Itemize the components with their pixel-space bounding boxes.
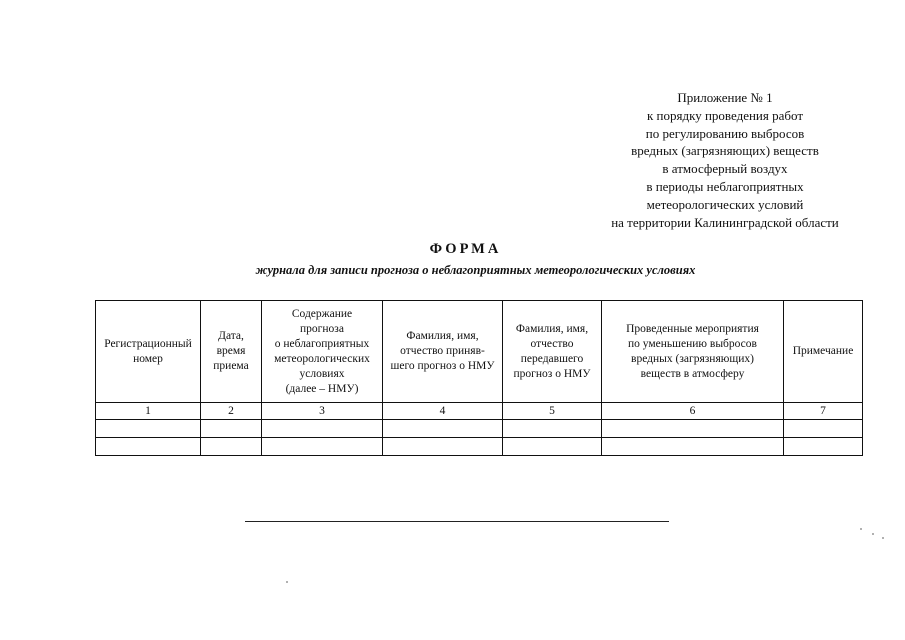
header-line: приема [213, 360, 249, 372]
form-subtitle: журнала для записи прогноза о неблагоприятных метеорологических условиях [255, 263, 696, 277]
header-line: Дата, [218, 330, 244, 342]
header-line: Содержание [291, 307, 353, 320]
header-line: номер [133, 352, 163, 365]
header-line: вредных (загрязняющих) [631, 352, 754, 365]
header-cell-sender-name [503, 301, 602, 403]
bottom-rule-divider [245, 521, 669, 522]
appendix-block [560, 89, 890, 231]
header-line: веществ в атмосферу [640, 367, 745, 380]
empty-cell [262, 438, 383, 456]
header-cell-note [784, 301, 863, 403]
empty-cell [201, 420, 262, 438]
column-number-row [96, 403, 863, 420]
empty-cell [602, 438, 784, 456]
empty-cell [262, 420, 383, 438]
empty-cell [96, 438, 201, 456]
appendix-line: вредных (загрязняющих) веществ [631, 143, 819, 159]
header-line: передавшего [520, 352, 584, 365]
header-row [96, 301, 863, 403]
header-line: (далее – НМУ) [285, 382, 359, 395]
empty-cell [96, 420, 201, 438]
header-cell-forecast-content [262, 301, 383, 403]
header-line: отчество [530, 337, 574, 350]
scan-speck [882, 537, 884, 539]
column-number: 6 [602, 403, 784, 420]
scan-speck [872, 533, 874, 535]
header-line: Проведенные мероприятия [626, 322, 759, 335]
appendix-line: в периоды неблагоприятных [646, 178, 804, 194]
scan-speck [286, 581, 288, 583]
header-line: о неблагоприятных [274, 337, 370, 350]
empty-cell [383, 420, 503, 438]
header-line: Фамилия, имя, [515, 322, 589, 335]
appendix-line: Приложение № 1 [677, 90, 773, 105]
empty-cell [201, 438, 262, 456]
appendix-line: метеорологических условий [646, 196, 804, 212]
header-line: прогноз о НМУ [513, 367, 591, 380]
empty-cell [503, 420, 602, 438]
header-line: отчество приняв- [400, 345, 485, 357]
column-number: 1 [96, 403, 201, 420]
empty-cell [784, 420, 863, 438]
empty-table-row [96, 420, 863, 438]
form-title: ФОРМА [429, 241, 502, 257]
appendix-line: к порядку проведения работ [646, 107, 804, 123]
journal-table [95, 300, 863, 456]
column-number: 2 [201, 403, 262, 420]
column-number: 4 [383, 403, 503, 420]
appendix-line: в атмосферный воздух [662, 161, 788, 177]
column-number: 7 [784, 403, 863, 420]
header-line: Примечание [792, 345, 854, 357]
column-number: 5 [503, 403, 602, 420]
appendix-line: на территории Калининградской области [611, 214, 839, 230]
header-cell-measures [602, 301, 784, 403]
header-cell-date-time [201, 301, 262, 403]
header-line: метеорологических [274, 352, 370, 365]
header-cell-registration-number [96, 301, 201, 403]
column-number: 3 [262, 403, 383, 420]
empty-table-row [96, 438, 863, 456]
header-line: условиях [299, 367, 345, 380]
header-line: время [216, 345, 246, 357]
header-line: Фамилия, имя, [406, 330, 479, 342]
appendix-line: по регулированию выбросов [645, 125, 805, 141]
empty-cell [784, 438, 863, 456]
header-line: по уменьшению выбросов [628, 337, 757, 350]
header-line: Регистрационный [104, 337, 192, 350]
header-line: шего прогноз о НМУ [390, 360, 495, 372]
header-cell-receiver-name [383, 301, 503, 403]
empty-cell [602, 420, 784, 438]
scan-speck [860, 528, 862, 530]
header-line: прогноза [300, 322, 344, 335]
empty-cell [503, 438, 602, 456]
empty-cell [383, 438, 503, 456]
